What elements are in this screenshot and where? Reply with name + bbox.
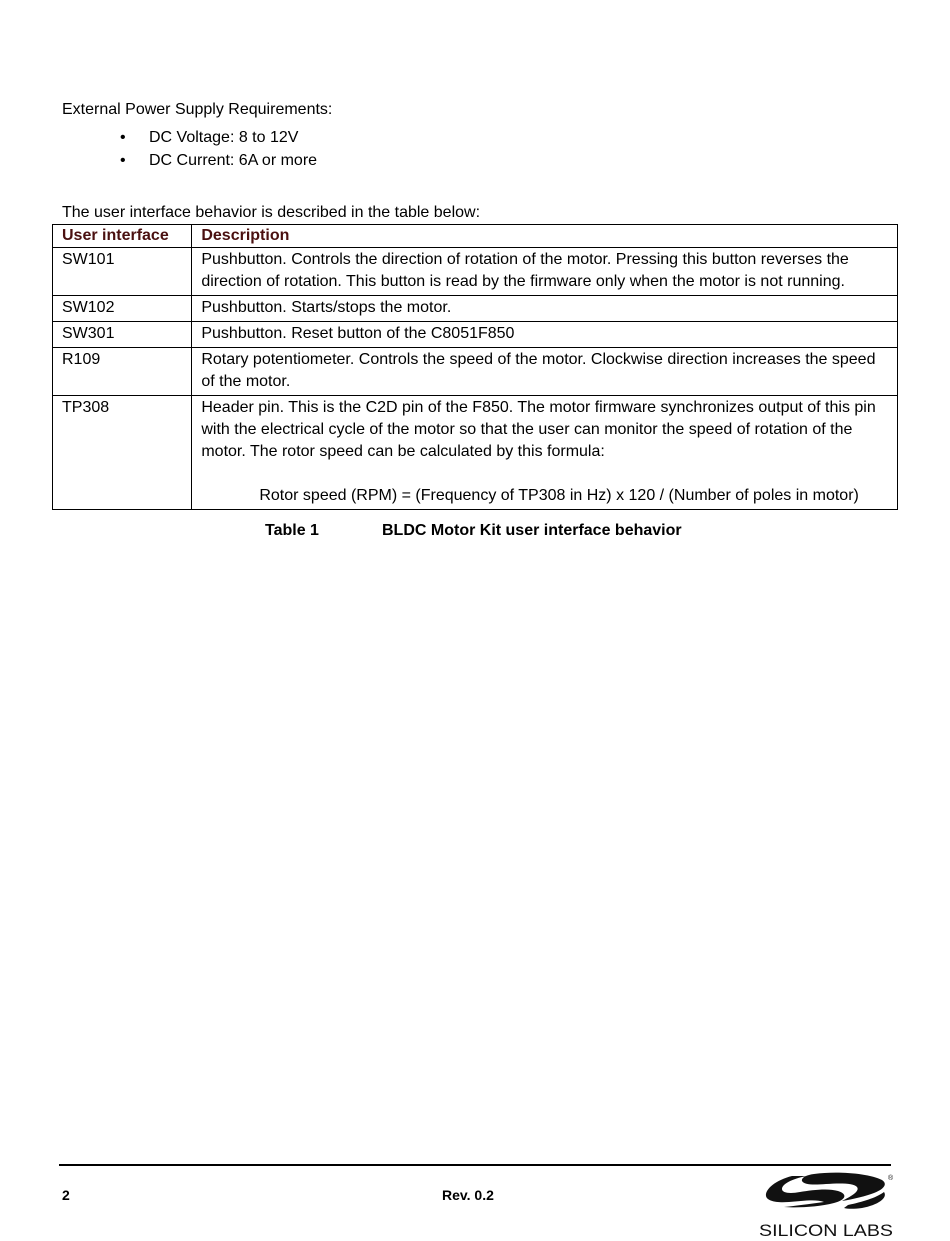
table-caption: [265, 521, 682, 541]
cell-description: Header pin. This is the C2D pin of the F850. The motor firmware synchronizes output of this pin with the electrical cycle of the motor so that the user can monitor the speed of rotation of the motor. The rotor speed can be calculated by this formula:: [201, 399, 876, 460]
registered-mark: ®: [888, 1175, 894, 1182]
table-row: [53, 396, 898, 510]
cell-ui-name: R109: [53, 348, 192, 396]
page-number: 2: [62, 1187, 70, 1203]
table-row: [53, 296, 898, 322]
silicon-labs-logo-icon: [756, 1172, 896, 1238]
cell-description: Rotary potentiometer. Controls the speed of the motor. Clockwise direction increases the speed of the motor.: [192, 348, 898, 396]
list-item: [62, 126, 317, 149]
dc-voltage-text: DC Voltage: 8 to 12V: [149, 129, 299, 146]
table-caption-label: Table 1: [265, 522, 319, 539]
bullet-icon: •: [120, 129, 126, 146]
cell-description: Pushbutton. Controls the direction of rotation of the motor. Pressing this button reverses the direction of rotation. This button is read by the firmware only when the motor is not running.: [192, 248, 898, 296]
power-requirements-list: [62, 126, 317, 172]
cell-ui-name: SW101: [53, 248, 192, 296]
cell-description: Pushbutton. Starts/stops the motor.: [192, 296, 898, 322]
revision-label: Rev. 0.2: [442, 1187, 494, 1203]
column-header-user-interface: User interface: [53, 225, 192, 248]
table-header-row: [53, 225, 898, 248]
rotor-speed-formula: Rotor speed (RPM) = (Frequency of TP308 in Hz) x 120 / (Number of poles in motor): [259, 487, 859, 504]
table-caption-text: BLDC Motor Kit user interface behavior: [382, 522, 682, 539]
silicon-labs-wordmark: SILICON LABS: [759, 1221, 893, 1238]
dc-current-text: DC Current: 6A or more: [149, 152, 318, 169]
user-interface-table: [52, 224, 898, 510]
silicon-labs-swoosh-icon: [766, 1173, 885, 1209]
cell-description: Pushbutton. Reset button of the C8051F850: [192, 322, 898, 348]
bullet-icon: •: [120, 152, 126, 169]
list-item: [62, 149, 317, 172]
cell-ui-name: SW102: [53, 296, 192, 322]
cell-ui-name: TP308: [53, 396, 192, 510]
footer-divider: [59, 1164, 891, 1166]
table-row: [53, 248, 898, 296]
cell-ui-name: SW301: [53, 322, 192, 348]
table-row: [53, 322, 898, 348]
column-header-description: Description: [192, 225, 898, 248]
table-intro-text: The user interface behavior is described in the table below:: [62, 204, 481, 221]
cell-description-with-formula: [192, 396, 898, 510]
table-row: [53, 348, 898, 396]
power-requirements-heading: External Power Supply Requirements:: [62, 101, 333, 118]
